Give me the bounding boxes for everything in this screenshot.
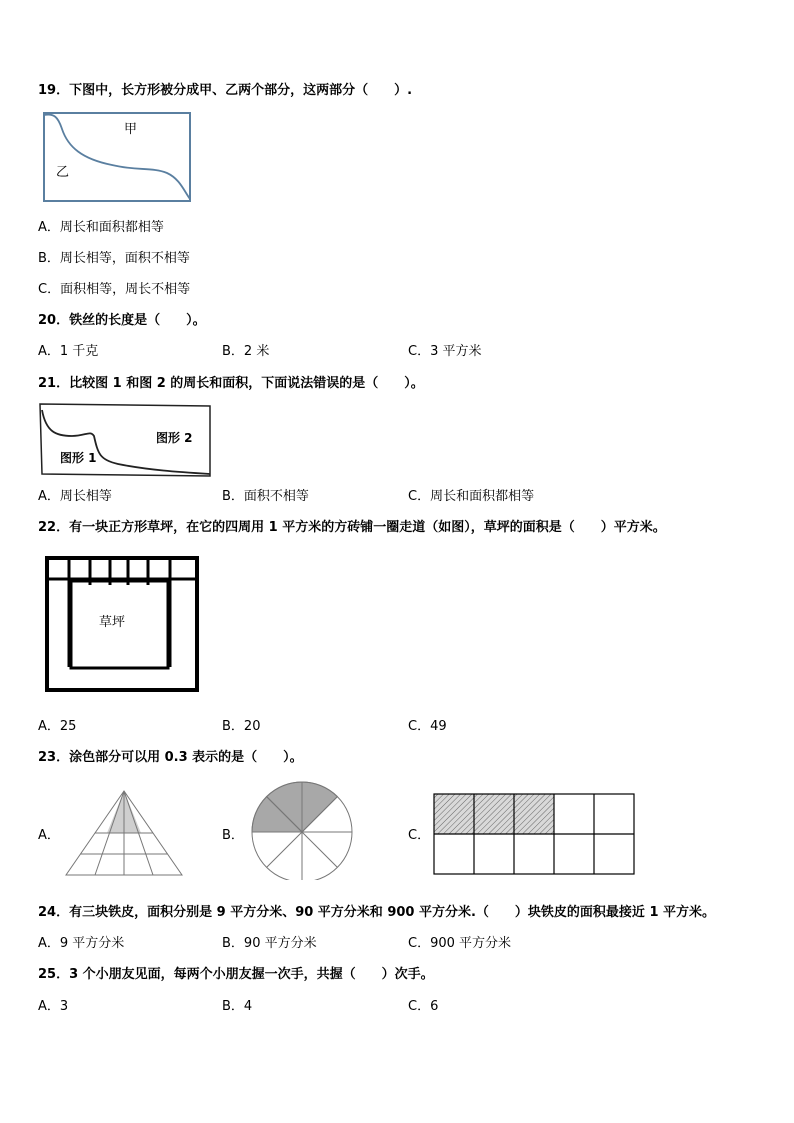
q19-figure (42, 111, 192, 203)
label-jia: 甲 (124, 122, 138, 137)
q24-option-a[interactable]: A．9 平方分米 (38, 936, 125, 951)
q21-figure (38, 402, 212, 478)
q23-triangle-figure (64, 789, 184, 877)
label-yi: 乙 (56, 165, 70, 180)
q20-option-c[interactable]: C．3 平方米 (408, 344, 482, 359)
q19-stem: 19．下图中，长方形被分成甲、乙两个部分，这两部分（ ）. (38, 83, 413, 98)
q23-stem: 23．涂色部分可以用 0.3 表示的是（ ）。 (38, 750, 303, 765)
q23-option-c[interactable]: C． (408, 828, 431, 843)
q24-option-b[interactable]: B．90 平方分米 (222, 936, 317, 951)
q20-option-b[interactable]: B．2 米 (222, 344, 270, 359)
q20-stem: 20．铁丝的长度是（ ）。 (38, 313, 206, 328)
q22-figure (44, 555, 200, 693)
q19-option-b[interactable]: B．周长相等，面积不相等 (38, 251, 190, 266)
q23-option-b[interactable]: B． (222, 828, 244, 843)
q22-option-a[interactable]: A．25 (38, 719, 77, 734)
label-lawn: 草坪 (99, 615, 126, 630)
label-fig2: 图形 2 (156, 431, 193, 445)
q21-option-b[interactable]: B．面积不相等 (222, 489, 309, 504)
q25-stem: 25．3 个小朋友见面，每两个小朋友握一次手，共握（ ）次手。 (38, 967, 434, 982)
q24-option-c[interactable]: C．900 平方分米 (408, 936, 512, 951)
q22-option-b[interactable]: B．20 (222, 719, 261, 734)
q21-stem: 21．比较图 1 和图 2 的周长和面积，下面说法错误的是（ ）。 (38, 376, 424, 391)
q23-option-a[interactable]: A． (38, 828, 60, 843)
q25-option-c[interactable]: C．6 (408, 999, 439, 1014)
q21-option-a[interactable]: A．周长相等 (38, 489, 112, 504)
q25-option-b[interactable]: B．4 (222, 999, 253, 1014)
q22-stem: 22．有一块正方形草坪，在它的四周用 1 平方米的方砖铺一圈走道（如图），草坪的面积是（ ）平方米。 (38, 520, 666, 535)
label-fig1: 图形 1 (60, 451, 97, 465)
q23-circle-figure (244, 780, 360, 880)
q25-option-a[interactable]: A．3 (38, 999, 69, 1014)
q21-option-c[interactable]: C．周长和面积都相等 (408, 489, 535, 504)
q19-option-a[interactable]: A．周长和面积都相等 (38, 220, 164, 235)
q22-option-c[interactable]: C．49 (408, 719, 447, 734)
q20-option-a[interactable]: A．1 千克 (38, 344, 99, 359)
q19-option-c[interactable]: C．面积相等，周长不相等 (38, 282, 191, 297)
q23-grid-figure (433, 793, 635, 875)
q24-stem: 24．有三块铁皮，面积分别是 9 平方分米、90 平方分米和 900 平方分米.（ ）块铁皮的面积最接近 1 平方米。 (38, 905, 716, 920)
